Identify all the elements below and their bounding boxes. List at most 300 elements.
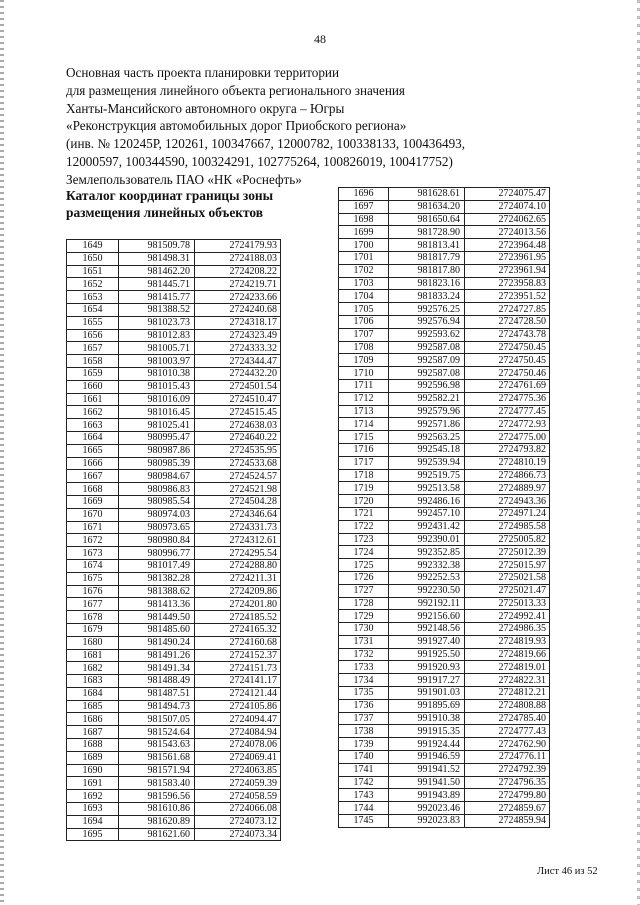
y-coordinate-cell: 2724533.68	[195, 457, 281, 470]
catalog-title	[66, 187, 273, 221]
table-row	[339, 392, 550, 405]
table-row	[339, 188, 550, 201]
x-coordinate-cell: 981388.62	[119, 585, 195, 598]
x-coordinate-cell: 981498.31	[119, 252, 195, 265]
sheet-counter: Лист 46 из 52	[537, 866, 598, 877]
x-coordinate-cell: 992252.53	[389, 571, 465, 584]
x-coordinate-cell: 981583.40	[119, 777, 195, 790]
point-number-cell: 1701	[339, 251, 389, 264]
x-coordinate-cell: 992579.96	[389, 405, 465, 418]
point-number-cell: 1661	[67, 393, 119, 406]
point-number-cell: 1739	[339, 738, 389, 751]
y-coordinate-cell: 2724775.36	[465, 392, 550, 405]
table-row	[67, 393, 281, 406]
scan-edge-left	[0, 0, 4, 905]
point-number-cell: 1703	[339, 277, 389, 290]
x-coordinate-cell: 991927.40	[389, 635, 465, 648]
point-number-cell: 1706	[339, 315, 389, 328]
y-coordinate-cell: 2724344.47	[195, 355, 281, 368]
y-coordinate-cell: 2724943.36	[465, 495, 550, 508]
x-coordinate-cell: 980980.84	[119, 534, 195, 547]
table-row	[67, 713, 281, 726]
point-number-cell: 1700	[339, 239, 389, 252]
table-row	[339, 610, 550, 623]
point-number-cell: 1679	[67, 623, 119, 636]
coordinates-table-right	[338, 187, 550, 828]
y-coordinate-cell: 2724074.10	[465, 200, 550, 213]
x-coordinate-cell: 992571.86	[389, 418, 465, 431]
y-coordinate-cell: 2724105.86	[195, 700, 281, 713]
x-coordinate-cell: 992582.21	[389, 392, 465, 405]
table-row	[67, 815, 281, 828]
table-row	[67, 431, 281, 444]
point-number-cell: 1659	[67, 367, 119, 380]
x-coordinate-cell: 981813.41	[389, 239, 465, 252]
y-coordinate-cell: 2724160.68	[195, 636, 281, 649]
y-coordinate-cell: 2724211.31	[195, 572, 281, 585]
point-number-cell: 1655	[67, 316, 119, 329]
point-number-cell: 1674	[67, 559, 119, 572]
point-number-cell: 1692	[67, 790, 119, 803]
point-number-cell: 1665	[67, 444, 119, 457]
y-coordinate-cell: 2725012.39	[465, 546, 550, 559]
table-row	[339, 597, 550, 610]
point-number-cell: 1736	[339, 699, 389, 712]
x-coordinate-cell: 991924.44	[389, 738, 465, 751]
y-coordinate-cell: 2724521.98	[195, 483, 281, 496]
point-number-cell: 1711	[339, 379, 389, 392]
table-row	[67, 623, 281, 636]
point-number-cell: 1742	[339, 776, 389, 789]
table-row	[339, 520, 550, 533]
point-number-cell: 1668	[67, 483, 119, 496]
y-coordinate-cell: 2724013.56	[465, 226, 550, 239]
header-line: Основная часть проекта планировки территории	[66, 65, 340, 80]
table-row	[339, 789, 550, 802]
x-coordinate-cell: 981003.97	[119, 355, 195, 368]
point-number-cell: 1724	[339, 546, 389, 559]
y-coordinate-cell: 2725015.97	[465, 559, 550, 572]
table-row	[339, 456, 550, 469]
catalog-title-line: Каталог координат границы зоны	[66, 188, 274, 203]
x-coordinate-cell: 980985.39	[119, 457, 195, 470]
table-row	[67, 265, 281, 278]
x-coordinate-cell: 981015.43	[119, 380, 195, 393]
point-number-cell: 1688	[67, 739, 119, 752]
y-coordinate-cell: 2724859.67	[465, 802, 550, 815]
table-row	[339, 367, 550, 380]
point-number-cell: 1685	[67, 700, 119, 713]
point-number-cell: 1696	[339, 188, 389, 201]
point-number-cell: 1667	[67, 470, 119, 483]
x-coordinate-cell: 991920.93	[389, 661, 465, 674]
x-coordinate-cell: 981016.45	[119, 406, 195, 419]
x-coordinate-cell: 992023.46	[389, 802, 465, 815]
y-coordinate-cell: 2724808.88	[465, 699, 550, 712]
point-number-cell: 1727	[339, 584, 389, 597]
point-number-cell: 1702	[339, 264, 389, 277]
y-coordinate-cell: 2724152.37	[195, 649, 281, 662]
table-row	[339, 712, 550, 725]
point-number-cell: 1709	[339, 354, 389, 367]
x-coordinate-cell: 981543.63	[119, 739, 195, 752]
x-coordinate-cell: 981628.61	[389, 188, 465, 201]
point-number-cell: 1669	[67, 495, 119, 508]
x-coordinate-cell: 981817.80	[389, 264, 465, 277]
table-row	[339, 815, 550, 828]
point-number-cell: 1686	[67, 713, 119, 726]
table-row	[339, 674, 550, 687]
x-coordinate-cell: 981488.49	[119, 675, 195, 688]
y-coordinate-cell: 2724776.11	[465, 751, 550, 764]
header-line: Ханты-Мансийского автономного округа – Югры	[66, 100, 345, 116]
x-coordinate-cell: 981507.05	[119, 713, 195, 726]
y-coordinate-cell: 2724066.08	[195, 803, 281, 816]
header-line: 12000597, 100344590, 100324291, 102775264, 100826019, 100417752)	[66, 153, 453, 169]
x-coordinate-cell: 981010.38	[119, 367, 195, 380]
y-coordinate-cell: 2724073.34	[195, 828, 281, 841]
y-coordinate-cell: 2724796.35	[465, 776, 550, 789]
header-line: Землепользователь ПАО «НК «Роснефть»	[66, 171, 302, 187]
x-coordinate-cell: 981388.52	[119, 303, 195, 316]
point-number-cell: 1666	[67, 457, 119, 470]
x-coordinate-cell: 980985.54	[119, 495, 195, 508]
y-coordinate-cell: 2724504.28	[195, 495, 281, 508]
coordinates-table-left	[66, 239, 281, 841]
point-number-cell: 1723	[339, 533, 389, 546]
table-row	[67, 675, 281, 688]
x-coordinate-cell: 992332.38	[389, 559, 465, 572]
x-coordinate-cell: 980973.65	[119, 521, 195, 534]
table-row	[339, 495, 550, 508]
y-coordinate-cell: 2724151.73	[195, 662, 281, 675]
point-number-cell: 1721	[339, 507, 389, 520]
x-coordinate-cell: 981833.24	[389, 290, 465, 303]
point-number-cell: 1684	[67, 687, 119, 700]
table-row	[339, 354, 550, 367]
point-number-cell: 1705	[339, 303, 389, 316]
x-coordinate-cell: 981487.51	[119, 687, 195, 700]
table-row	[339, 533, 550, 546]
point-number-cell: 1664	[67, 431, 119, 444]
y-coordinate-cell: 2724638.03	[195, 419, 281, 432]
point-number-cell: 1731	[339, 635, 389, 648]
point-number-cell: 1680	[67, 636, 119, 649]
y-coordinate-cell: 2724510.47	[195, 393, 281, 406]
point-number-cell: 1682	[67, 662, 119, 675]
table-row	[67, 495, 281, 508]
table-row	[339, 763, 550, 776]
y-coordinate-cell: 2724331.73	[195, 521, 281, 534]
x-coordinate-cell: 992192.11	[389, 597, 465, 610]
y-coordinate-cell: 2725021.58	[465, 571, 550, 584]
point-number-cell: 1698	[339, 213, 389, 226]
x-coordinate-cell: 981485.60	[119, 623, 195, 636]
table-row	[339, 687, 550, 700]
point-number-cell: 1672	[67, 534, 119, 547]
point-number-cell: 1699	[339, 226, 389, 239]
y-coordinate-cell: 2724084.94	[195, 726, 281, 739]
x-coordinate-cell: 981016.09	[119, 393, 195, 406]
table-row	[67, 457, 281, 470]
point-number-cell: 1676	[67, 585, 119, 598]
point-number-cell: 1722	[339, 520, 389, 533]
y-coordinate-cell: 2724819.01	[465, 661, 550, 674]
table-row	[339, 725, 550, 738]
y-coordinate-cell: 2724777.45	[465, 405, 550, 418]
table-row	[67, 559, 281, 572]
y-coordinate-cell: 2724524.57	[195, 470, 281, 483]
table-row	[339, 584, 550, 597]
y-coordinate-cell: 2724094.47	[195, 713, 281, 726]
y-coordinate-cell: 2724992.41	[465, 610, 550, 623]
x-coordinate-cell: 981012.83	[119, 329, 195, 342]
x-coordinate-cell: 992431.42	[389, 520, 465, 533]
y-coordinate-cell: 2724640.22	[195, 431, 281, 444]
table-row	[339, 635, 550, 648]
point-number-cell: 1693	[67, 803, 119, 816]
table-row	[67, 649, 281, 662]
table-row	[67, 303, 281, 316]
point-number-cell: 1689	[67, 751, 119, 764]
table-row	[67, 700, 281, 713]
table-row	[67, 342, 281, 355]
table-row	[339, 226, 550, 239]
point-number-cell: 1695	[67, 828, 119, 841]
point-number-cell: 1738	[339, 725, 389, 738]
point-number-cell: 1697	[339, 200, 389, 213]
table-row	[67, 636, 281, 649]
table-row	[339, 443, 550, 456]
table-row	[339, 264, 550, 277]
y-coordinate-cell: 2724165.32	[195, 623, 281, 636]
table-row	[67, 380, 281, 393]
x-coordinate-cell: 981445.71	[119, 278, 195, 291]
x-coordinate-cell: 992230.50	[389, 584, 465, 597]
table-row	[339, 251, 550, 264]
x-coordinate-cell: 992596.98	[389, 379, 465, 392]
table-row	[67, 726, 281, 739]
point-number-cell: 1735	[339, 687, 389, 700]
header-line: «Реконструкция автомобильных дорог Приобского региона»	[66, 118, 407, 134]
table-row	[67, 508, 281, 521]
table-row	[339, 213, 550, 226]
y-coordinate-cell: 2724185.52	[195, 611, 281, 624]
x-coordinate-cell: 992576.25	[389, 303, 465, 316]
x-coordinate-cell: 992352.85	[389, 546, 465, 559]
table-row	[67, 790, 281, 803]
point-number-cell: 1658	[67, 355, 119, 368]
table-row	[67, 316, 281, 329]
table-row	[339, 303, 550, 316]
table-row	[339, 776, 550, 789]
x-coordinate-cell: 991941.52	[389, 763, 465, 776]
y-coordinate-cell: 2724812.21	[465, 687, 550, 700]
y-coordinate-cell: 2725013.33	[465, 597, 550, 610]
point-number-cell: 1678	[67, 611, 119, 624]
x-coordinate-cell: 991943.89	[389, 789, 465, 802]
point-number-cell: 1660	[67, 380, 119, 393]
x-coordinate-cell: 981524.64	[119, 726, 195, 739]
x-coordinate-cell: 992156.60	[389, 610, 465, 623]
y-coordinate-cell: 2724775.00	[465, 431, 550, 444]
x-coordinate-cell: 981449.50	[119, 611, 195, 624]
y-coordinate-cell: 2724859.94	[465, 815, 550, 828]
table-row	[67, 240, 281, 253]
y-coordinate-cell: 2724728.50	[465, 315, 550, 328]
y-coordinate-cell: 2724219.71	[195, 278, 281, 291]
table-row	[67, 367, 281, 380]
x-coordinate-cell: 981509.78	[119, 240, 195, 253]
table-row	[339, 648, 550, 661]
table-row	[67, 278, 281, 291]
y-coordinate-cell: 2724799.80	[465, 789, 550, 802]
point-number-cell: 1663	[67, 419, 119, 432]
y-coordinate-cell: 2724295.54	[195, 547, 281, 560]
y-coordinate-cell: 2723961.94	[465, 264, 550, 277]
point-number-cell: 1662	[67, 406, 119, 419]
table-row	[339, 379, 550, 392]
x-coordinate-cell: 980984.67	[119, 470, 195, 483]
point-number-cell: 1726	[339, 571, 389, 584]
table-row	[339, 546, 550, 559]
table-row	[339, 290, 550, 303]
y-coordinate-cell: 2725021.47	[465, 584, 550, 597]
x-coordinate-cell: 981634.20	[389, 200, 465, 213]
y-coordinate-cell: 2724866.73	[465, 469, 550, 482]
table-row	[339, 571, 550, 584]
x-coordinate-cell: 991895.69	[389, 699, 465, 712]
x-coordinate-cell: 981621.60	[119, 828, 195, 841]
x-coordinate-cell: 992519.75	[389, 469, 465, 482]
table-row	[67, 803, 281, 816]
point-number-cell: 1712	[339, 392, 389, 405]
x-coordinate-cell: 991946.59	[389, 751, 465, 764]
y-coordinate-cell: 2724822.31	[465, 674, 550, 687]
point-number-cell: 1687	[67, 726, 119, 739]
y-coordinate-cell: 2723958.83	[465, 277, 550, 290]
x-coordinate-cell: 981491.34	[119, 662, 195, 675]
y-coordinate-cell: 2724288.80	[195, 559, 281, 572]
x-coordinate-cell: 981571.94	[119, 764, 195, 777]
y-coordinate-cell: 2724819.93	[465, 635, 550, 648]
x-coordinate-cell: 981620.89	[119, 815, 195, 828]
point-number-cell: 1675	[67, 572, 119, 585]
table-row	[339, 200, 550, 213]
point-number-cell: 1708	[339, 341, 389, 354]
y-coordinate-cell: 2724209.86	[195, 585, 281, 598]
x-coordinate-cell: 981023.73	[119, 316, 195, 329]
y-coordinate-cell: 2724188.03	[195, 252, 281, 265]
point-number-cell: 1745	[339, 815, 389, 828]
point-number-cell: 1652	[67, 278, 119, 291]
x-coordinate-cell: 981415.77	[119, 291, 195, 304]
y-coordinate-cell: 2724750.46	[465, 367, 550, 380]
table-row	[339, 751, 550, 764]
x-coordinate-cell: 980974.03	[119, 508, 195, 521]
point-number-cell: 1683	[67, 675, 119, 688]
table-row	[339, 482, 550, 495]
y-coordinate-cell: 2724121.44	[195, 687, 281, 700]
point-number-cell: 1744	[339, 802, 389, 815]
catalog-title-line: размещения линейных объектов	[66, 205, 264, 220]
x-coordinate-cell: 992587.09	[389, 354, 465, 367]
x-coordinate-cell: 992457.10	[389, 507, 465, 520]
y-coordinate-cell: 2724743.78	[465, 328, 550, 341]
point-number-cell: 1743	[339, 789, 389, 802]
table-row	[339, 431, 550, 444]
table-row	[339, 699, 550, 712]
x-coordinate-cell: 981823.16	[389, 277, 465, 290]
point-number-cell: 1714	[339, 418, 389, 431]
x-coordinate-cell: 992148.56	[389, 623, 465, 636]
table-row	[67, 687, 281, 700]
y-coordinate-cell: 2724515.45	[195, 406, 281, 419]
point-number-cell: 1728	[339, 597, 389, 610]
point-number-cell: 1730	[339, 623, 389, 636]
document-header	[66, 64, 586, 189]
table-row	[67, 764, 281, 777]
x-coordinate-cell: 981728.90	[389, 226, 465, 239]
y-coordinate-cell: 2724501.54	[195, 380, 281, 393]
table-row	[67, 534, 281, 547]
y-coordinate-cell: 2724762.90	[465, 738, 550, 751]
point-number-cell: 1737	[339, 712, 389, 725]
y-coordinate-cell: 2724059.39	[195, 777, 281, 790]
point-number-cell: 1715	[339, 431, 389, 444]
point-number-cell: 1654	[67, 303, 119, 316]
x-coordinate-cell: 981494.73	[119, 700, 195, 713]
point-number-cell: 1704	[339, 290, 389, 303]
table-row	[67, 585, 281, 598]
y-coordinate-cell: 2724772.93	[465, 418, 550, 431]
x-coordinate-cell: 991915.35	[389, 725, 465, 738]
point-number-cell: 1651	[67, 265, 119, 278]
y-coordinate-cell: 2724986.35	[465, 623, 550, 636]
x-coordinate-cell: 991901.03	[389, 687, 465, 700]
point-number-cell: 1649	[67, 240, 119, 253]
table-row	[67, 444, 281, 457]
point-number-cell: 1670	[67, 508, 119, 521]
point-number-cell: 1717	[339, 456, 389, 469]
y-coordinate-cell: 2724785.40	[465, 712, 550, 725]
y-coordinate-cell: 2724078.06	[195, 739, 281, 752]
y-coordinate-cell: 2724819.66	[465, 648, 550, 661]
table-row	[67, 483, 281, 496]
y-coordinate-cell: 2724063.85	[195, 764, 281, 777]
y-coordinate-cell: 2724179.93	[195, 240, 281, 253]
table-row	[339, 507, 550, 520]
table-row	[67, 291, 281, 304]
table-row	[339, 559, 550, 572]
point-number-cell: 1716	[339, 443, 389, 456]
table-row	[67, 751, 281, 764]
table-row	[67, 611, 281, 624]
x-coordinate-cell: 981025.41	[119, 419, 195, 432]
point-number-cell: 1732	[339, 648, 389, 661]
point-number-cell: 1650	[67, 252, 119, 265]
x-coordinate-cell: 981610.86	[119, 803, 195, 816]
table-row	[339, 469, 550, 482]
point-number-cell: 1671	[67, 521, 119, 534]
y-coordinate-cell: 2724312.61	[195, 534, 281, 547]
table-row	[67, 739, 281, 752]
point-number-cell: 1677	[67, 598, 119, 611]
x-coordinate-cell: 992390.01	[389, 533, 465, 546]
x-coordinate-cell: 981491.26	[119, 649, 195, 662]
y-coordinate-cell: 2724141.17	[195, 675, 281, 688]
x-coordinate-cell: 981817.79	[389, 251, 465, 264]
